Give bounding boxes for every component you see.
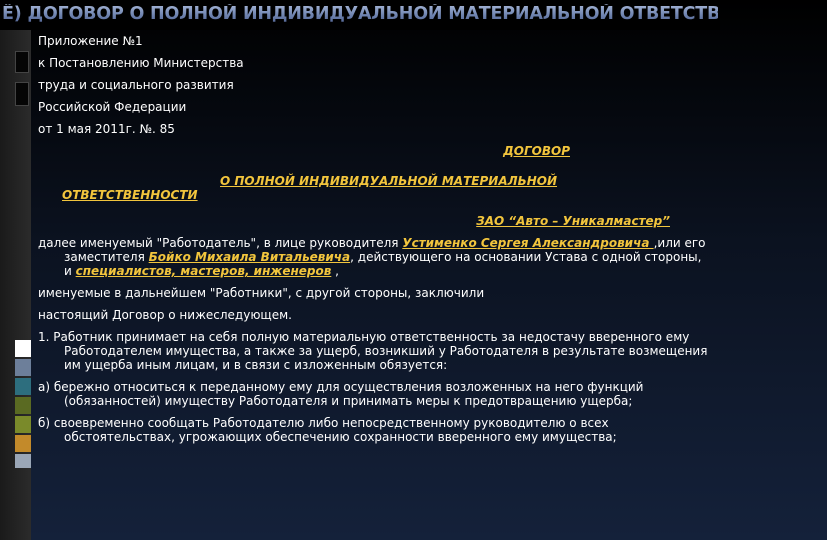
paragraph-clause-b: б) своевременно сообщать Работодателю либо непосредственному руководителю о всех обстоятельствах, угрожающих обеспечению сохранности вверенного ему имущества; [38, 416, 617, 444]
employee-roles: специалистов, мастеров, инженеров [75, 264, 332, 278]
doc-title-2a-wrap [38, 174, 710, 188]
doc-title-text-1: ДОГОВОР [503, 144, 570, 158]
stripe-teal [15, 378, 31, 395]
stripe-grey [15, 454, 31, 468]
document-content [38, 34, 710, 452]
stripe-olive-dark [15, 397, 31, 414]
doc-title-text-2a: О ПОЛНОЙ ИНДИВИДУАЛЬНОЙ МАТЕРИАЛЬНОЙ [220, 174, 558, 188]
paragraph-parties [38, 236, 710, 278]
doc-title-1 [38, 144, 710, 158]
p1-text-a: далее именуемый "Работодатель", в лице руководителя [38, 236, 403, 250]
decor-block-1 [15, 51, 29, 73]
appendix-line: труда и социального развития [38, 78, 234, 92]
company-name: ЗАО “Авто – Уникалмастер” [476, 214, 670, 228]
p1-text-c: , действующего на основании Устава с одной стороны, и [64, 250, 702, 278]
color-stripes [15, 340, 31, 470]
p1-text-b: ,или его заместителя [64, 236, 706, 264]
appendix-line: Приложение №1 [38, 34, 143, 48]
doc-title-2 [38, 174, 710, 202]
appendix-line: от 1 мая 2011г. №. 85 [38, 122, 175, 136]
stripe-slate [15, 359, 31, 376]
company-line [38, 214, 710, 228]
stripe-orange [15, 435, 31, 452]
paragraph-clause-1: 1. Работник принимает на себя полную материальную ответственность за недостачу вверенного ему Работодателем имущества, а также за ущерб, возникший у Работодателя в результате возмещения им ущерба иным лицам, и в связи с изложенным обязуется: [38, 330, 708, 372]
title-bar [0, 0, 827, 30]
appendix-line: Российской Федерации [38, 100, 187, 114]
doc-title-2b-wrap [38, 188, 710, 202]
deputy-name: Бойко Михаила Витальевича [148, 250, 351, 264]
paragraph-employees: именуемые в дальнейшем "Работники", с другой стороны, заключили [38, 286, 485, 300]
slide-title: Ё) ДОГОВОР О ПОЛНОЙ ИНДИВИДУАЛЬНОЙ МАТЕРИАЛЬНОЙ ОТВЕТСТВЕННОСТИ : [2, 4, 827, 24]
doc-title-text-2b: ОТВЕТСТВЕННОСТИ [62, 188, 198, 202]
employer-name: Устименко Сергея Александровича [402, 236, 654, 250]
stripe-white [15, 340, 31, 357]
decor-block-2 [15, 82, 29, 106]
paragraph-agreement: настоящий Договор о нижеследующем. [38, 308, 292, 322]
paragraph-clause-a: а) бережно относиться к переданному ему для осуществления возложенных на него функций (обязанностей) имуществу Работодателя и принимать меры к предотвращению ущерба; [38, 380, 644, 408]
stripe-olive [15, 416, 31, 433]
appendix-line: к Постановлению Министерства [38, 56, 244, 70]
p1-text-d: , [331, 264, 339, 278]
